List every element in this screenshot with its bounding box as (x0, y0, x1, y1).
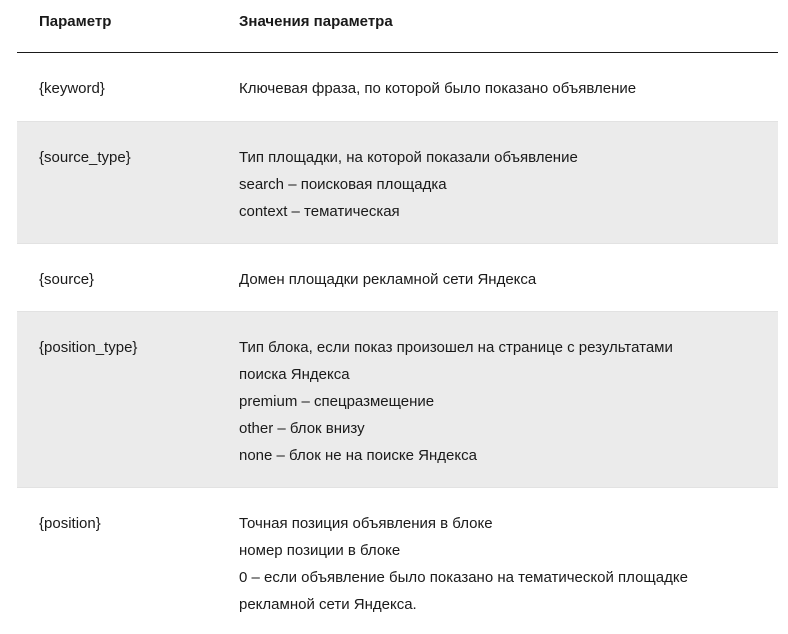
value-line: Тип блока, если показ произошел на странице с результатами (239, 339, 673, 356)
value-line: номер позиции в блоке (239, 542, 401, 559)
table-row (17, 488, 778, 634)
header-value: Значения параметра (239, 13, 393, 30)
param-values (239, 312, 778, 487)
table-row (17, 244, 778, 312)
param-values (239, 53, 778, 121)
value-line: 0 – если объявление было показано на тематической площадке (239, 569, 688, 586)
param-values (239, 122, 778, 243)
value-line: other – блок внизу (239, 420, 365, 437)
param-values (239, 488, 778, 634)
param-name: {position} (39, 515, 101, 532)
table-row (17, 53, 778, 122)
value-line: context – тематическая (239, 203, 400, 220)
parameters-table (17, 0, 778, 634)
table-header (17, 0, 778, 53)
param-values (239, 244, 778, 311)
table-row (17, 312, 778, 488)
param-name: {position_type} (39, 339, 138, 356)
value-line: none – блок не на поиске Яндекса (239, 447, 477, 464)
value-line: рекламной сети Яндекса. (239, 596, 417, 613)
value-line: Точная позиция объявления в блоке (239, 515, 493, 532)
header-param: Параметр (39, 13, 112, 30)
param-name: {source_type} (39, 149, 131, 166)
value-line: Тип площадки, на которой показали объявление (239, 149, 578, 166)
value-line: поиска Яндекса (239, 366, 350, 383)
value-line: Ключевая фраза, по которой было показано объявление (239, 80, 637, 97)
table-row (17, 122, 778, 244)
value-line: search – поисковая площадка (239, 176, 447, 193)
param-name: {source} (39, 271, 95, 288)
value-line: premium – спецразмещение (239, 393, 435, 410)
value-line: Домен площадки рекламной сети Яндекса (239, 271, 537, 288)
param-name: {keyword} (39, 80, 105, 97)
